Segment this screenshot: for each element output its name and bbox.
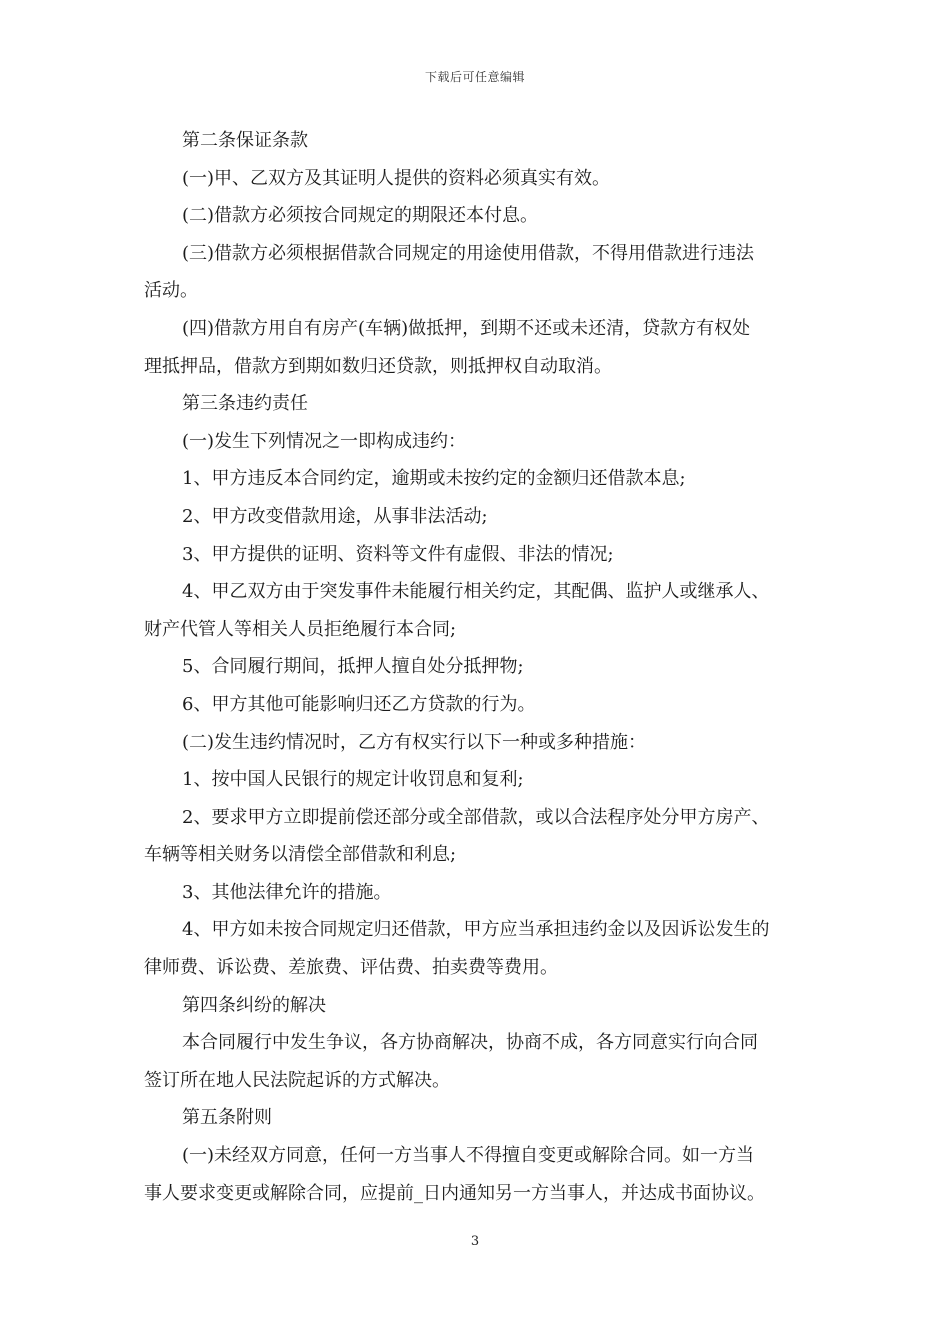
line-text: (一)甲、乙双方及其证明人提供的资料必须真实有效。 (182, 167, 611, 189)
line-text: (三)借款方必须根据借款合同规定的用途使用借款，不得用借款进行违法 (182, 242, 755, 264)
paragraph-line (144, 611, 808, 649)
paragraph-line (144, 724, 808, 762)
line-text: 4、甲乙双方由于突发事件未能履行相关约定，其配偶、监护人或继承人、 (182, 581, 770, 603)
line-text: 财产代管人等相关人员拒绝履行本合同; (144, 618, 457, 640)
line-text: 活动。 (144, 280, 198, 302)
page-number: 3 (470, 1234, 480, 1249)
document-body (144, 122, 808, 1212)
line-text: 第五条附则 (182, 1107, 272, 1129)
paragraph-line (144, 1137, 808, 1175)
line-text: 2、要求甲方立即提前偿还部分或全部借款，或以合法程序处分甲方房产、 (182, 806, 770, 828)
paragraph-line (144, 385, 808, 423)
paragraph-line (144, 160, 808, 198)
paragraph-line (144, 799, 808, 837)
line-text: 第二条保证条款 (182, 130, 308, 151)
paragraph-line (144, 949, 808, 987)
paragraph-line (144, 1062, 808, 1100)
line-text: (一)发生下列情况之一即构成违约： (182, 430, 467, 452)
paragraph-line (144, 460, 808, 498)
line-text: 2、甲方改变借款用途，从事非法活动; (182, 505, 488, 527)
line-text: 事人要求变更或解除合同，应提前_日内通知另一方当事人，并达成书面协议。 (144, 1182, 765, 1204)
paragraph-line (144, 573, 808, 611)
paragraph-line (144, 498, 808, 536)
line-text: 3、甲方提供的证明、资料等文件有虚假、非法的情况; (182, 543, 614, 565)
paragraph-line (144, 536, 808, 574)
line-text: 律师费、诉讼费、差旅费、评估费、拍卖费等费用。 (144, 957, 558, 979)
line-text: 签订所在地人民法院起诉的方式解决。 (144, 1069, 450, 1091)
paragraph-line (144, 648, 808, 686)
line-text: 本合同履行中发生争议，各方协商解决，协商不成，各方同意实行向合同 (182, 1032, 758, 1054)
line-text: 第三条违约责任 (182, 393, 308, 415)
paragraph-line (144, 272, 808, 310)
paragraph-line (144, 874, 808, 912)
line-text: 车辆等相关财务以清偿全部借款和利息; (144, 844, 457, 866)
paragraph-line (144, 310, 808, 348)
line-text: 3、其他法律允许的措施。 (182, 881, 392, 903)
paragraph-line (144, 197, 808, 235)
line-text: (二)发生违约情况时，乙方有权实行以下一种或多种措施： (182, 731, 647, 753)
line-text: 6、甲方其他可能影响归还乙方贷款的行为。 (182, 693, 536, 715)
line-text: 1、按中国人民银行的规定计收罚息和复利; (182, 769, 524, 791)
paragraph-line (144, 686, 808, 724)
paragraph-line (144, 987, 808, 1025)
paragraph-line (144, 235, 808, 273)
paragraph-line (144, 122, 808, 160)
paragraph-line (144, 1175, 808, 1213)
paragraph-line (144, 1099, 808, 1137)
line-text: (一)未经双方同意，任何一方当事人不得擅自变更或解除合同。如一方当 (182, 1145, 755, 1167)
line-text: (二)借款方必须按合同规定的期限还本付息。 (182, 205, 539, 227)
line-text: 4、甲方如未按合同规定归还借款，甲方应当承担违约金以及因诉讼发生的 (182, 919, 770, 941)
paragraph-line (144, 423, 808, 461)
paragraph-line (144, 1024, 808, 1062)
line-text: 5、合同履行期间，抵押人擅自处分抵押物; (182, 656, 524, 678)
line-text: 理抵押品，借款方到期如数归还贷款，则抵押权自动取消。 (144, 355, 612, 377)
paragraph-line (144, 761, 808, 799)
paragraph-line (144, 348, 808, 386)
line-text: (四)借款方用自有房产(车辆)做抵押，到期不还或未还清，贷款方有权处 (182, 317, 751, 339)
paragraph-line (144, 836, 808, 874)
line-text: 1、甲方违反本合同约定，逾期或未按约定的金额归还借款本息; (182, 468, 686, 490)
page-header: 下载后可任意编辑 (424, 70, 525, 84)
paragraph-line (144, 911, 808, 949)
line-text: 第四条纠纷的解决 (182, 994, 326, 1016)
